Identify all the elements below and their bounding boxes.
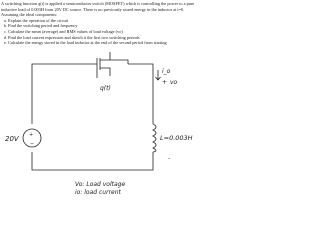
note-vo: Vo: Load voltage (75, 181, 126, 188)
source-label: 20V (5, 135, 19, 143)
note-io: io: load current (75, 189, 121, 196)
inductor-label: L=0.003H (160, 134, 193, 142)
current-arrow (156, 70, 161, 80)
vo-plus: + (162, 79, 168, 86)
bottom-wire (32, 152, 153, 170)
vo-minus: - (168, 155, 171, 162)
problem-intro: A switching function q(t) is applied a semiconductor switch (MOSFET) which is controlling the power to a pure inductive load of 0.003H from 20V DC source. There is no previously stored energy in the inductor at t=0. Assuming the ideal components: (1, 1, 195, 18)
part-a: a. Explain the operation of the circuit (8, 18, 199, 24)
circuit-diagram (23, 52, 161, 170)
vo-label: vo (170, 79, 178, 86)
top-wire (32, 64, 90, 124)
switch-symbol (90, 52, 128, 76)
inductor-coil (153, 124, 156, 152)
part-c: c. Calculate the mean (average) and RMS values of load voltage (vo) (8, 29, 199, 35)
source-plus: + (29, 132, 34, 138)
source-minus: − (30, 141, 35, 147)
current-label: i_o (162, 68, 171, 75)
part-d: d. Find the load current expression and sketch it the first two switching periods (8, 35, 199, 41)
q-label: q(t) (100, 85, 111, 92)
part-e: e. Calculate the energy stored in the load inductor at the end of the second period from starting (8, 40, 199, 46)
top-right-wire (128, 64, 153, 124)
part-b: b. Find the switching period and frequency (8, 23, 199, 29)
